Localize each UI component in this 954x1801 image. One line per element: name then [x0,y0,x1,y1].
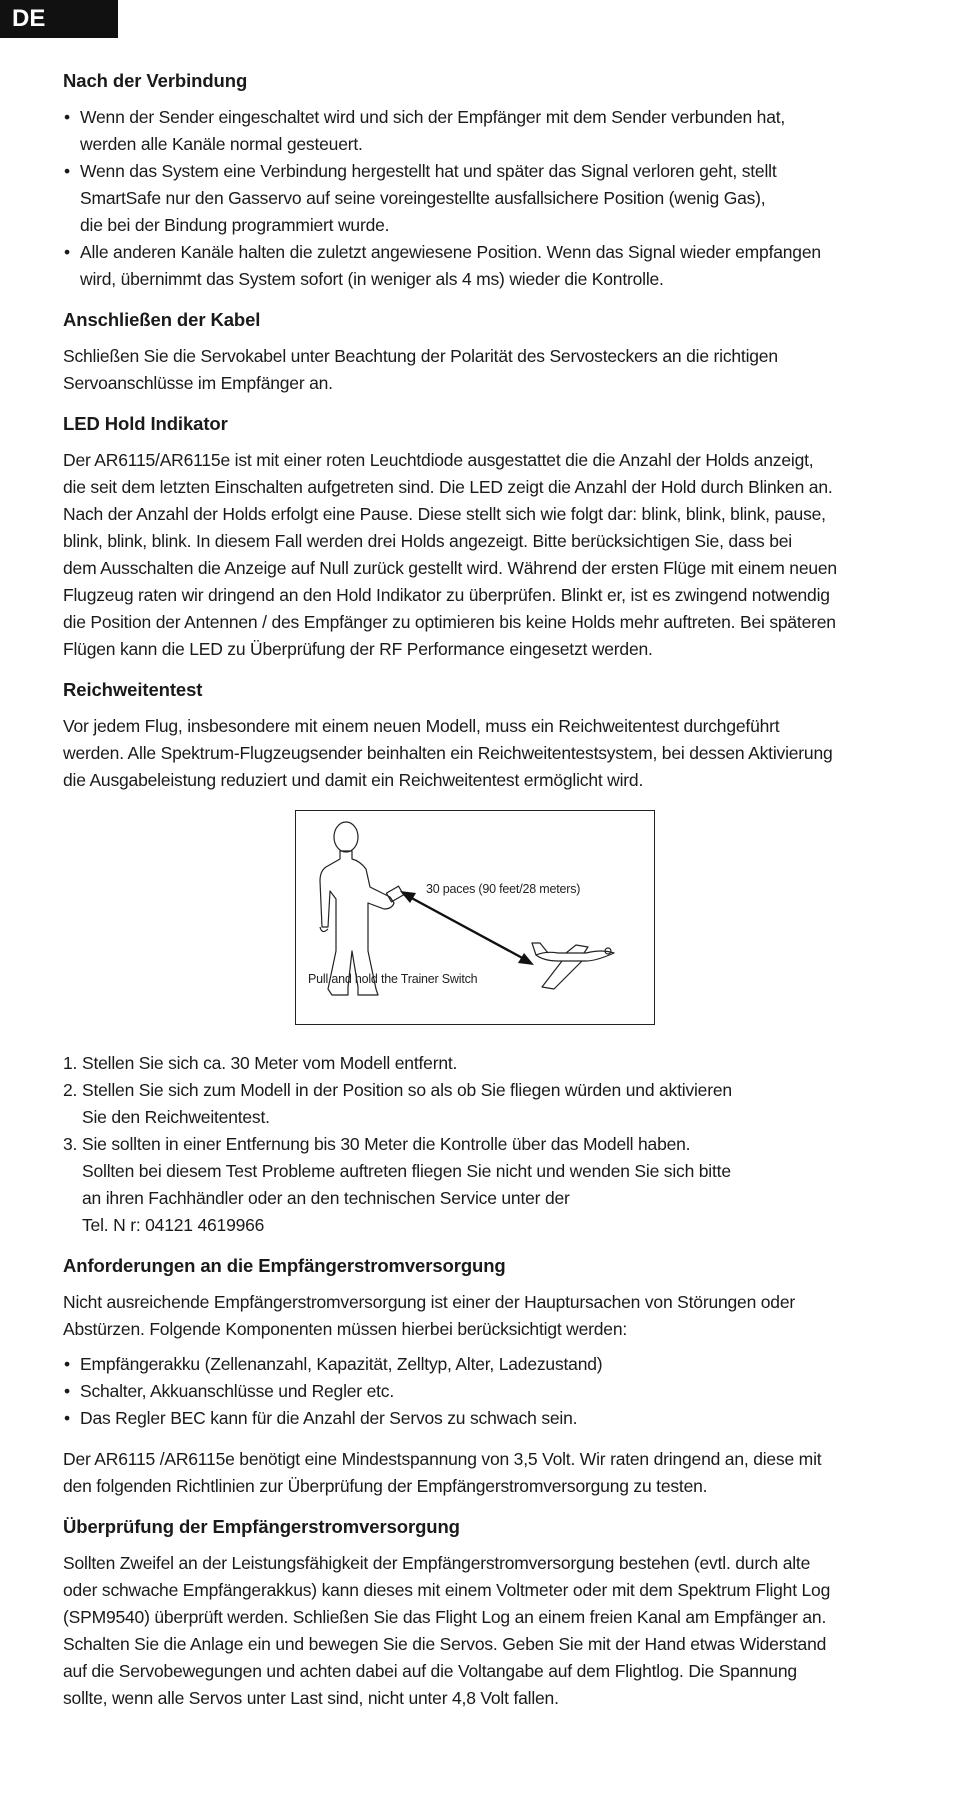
airplane-icon [532,943,614,989]
list-item [63,1131,903,1239]
range-test-illustration [296,811,654,1024]
paragraph-led: Der AR6115/AR6115e ist mit einer roten Leuchtdiode ausgestattet die die Anzahl der Holds anzeigt, die seit dem letzten Einschalten aufgetreten sind. Die LED zeigt die Anzahl der Hold durch Blinken an. Nach der Anzahl der Holds erfolgt eine Pause. Diese stellt sich wie folgt dar: blink, blink, blink, pause, blink, blink, blink. In diesem Fall werden drei Holds angezeigt. Bitte berücksichtigen Sie, dass bei dem Ausschalten die Anzeige auf Null zurück gestellt wird. Während der ersten Flüge mit einem neuen Flugzeug raten wir dringend an den Hold Indikator zu überprüfen. Blinkt er, ist es zwingend notwendig die Position der Antennen / des Empfänger zu optimieren bis keine Holds mehr auftreten. Bei späteren Flügen kann die LED zu Überprüfung der RF Performance eingesetzt werden. [63,450,837,659]
list-item [63,1050,903,1077]
list-item: • Schalter, Akkuanschlüsse und Regler etc. [63,1378,903,1405]
paragraph-anforderungen: Nicht ausreichende Empfängerstromversorgung ist einer der Hauptursachen von Störungen oder Abstürzen. Folgende Komponenten müssen hierbei berücksichtigt werden: [63,1292,796,1339]
list-item: • Empfängerakku (Zellenanzahl, Kapazität, Zelltyp, Alter, Ladezustand) [63,1351,903,1378]
step-number: 1. [63,1053,78,1073]
language-tab: DE [0,0,118,38]
figure-caption: Pull and hold the Trainer Switch [308,972,478,986]
distance-arrow-icon [400,891,534,965]
section-heading-anforderungen: Anforderungen an die Empfängerstromversorgung [63,1255,506,1276]
paragraph-kabel: Schließen Sie die Servokabel unter Beachtung der Polarität des Servosteckers an die richtigen Servoanschlüsse im Empfänger an. [63,346,778,393]
section-heading-reichweitentest: Reichweitentest [63,679,203,700]
bullet-list-anforderungen [63,1351,903,1432]
distance-label: 30 paces (90 feet/28 meters) [426,882,581,896]
list-item: • Alle anderen Kanäle halten die zuletzt angewiesene Position. Wenn das Signal wieder empfangen wird, übernimmt das System sofort (in weniger als 4 ms) wieder die Kontrolle. [63,239,903,293]
step-number: 2. [63,1080,78,1100]
list-item: • Das Regler BEC kann für die Anzahl der Servos zu schwach sein. [63,1405,903,1432]
section-heading-nach-verbindung: Nach der Verbindung [63,70,248,91]
paragraph-ueberpruefung: Sollten Zweifel an der Leistungsfähigkeit der Empfängerstromversorgung bestehen (evtl. durch alte oder schwache Empfängerakkus) kann dieses mit einem Voltmeter oder mit dem Spektrum Flight Log (SPM9540) überprüft werden. Schließen Sie das Flight Log an einem freien Kanal am Empfänger an. Schalten Sie die Anlage ein und bewegen Sie die Servos. Geben Sie mit der Hand etwas Widerstand auf die Servobewegungen und achten dabei auf die Voltangabe auf dem Flightlog. Die Spannung sollte, wenn alle Servos unter Last sind, nicht unter 4,8 Volt fallen. [63,1553,831,1708]
step-number: 3. [63,1134,78,1154]
list-item [63,1077,903,1131]
bullet-list-verbindung [63,104,903,293]
list-item: • Wenn das System eine Verbindung hergestellt hat und später das Signal verloren geht, stellt SmartSafe nur den Gasservo auf seine voreingestellte ausfallsichere Position (wenig Gas), die bei der Bindung programmiert wurde. [63,158,903,239]
step-text: Stellen Sie sich ca. 30 Meter vom Modell entfernt. [82,1053,458,1073]
section-heading-ueberpruefung: Überprüfung der Empfängerstromversorgung [63,1516,460,1537]
range-test-steps [63,1050,903,1239]
step-text: Sie sollten in einer Entfernung bis 30 Meter die Kontrolle über das Modell haben. Sollten bei diesem Test Probleme auftreten fliegen Sie nicht und wenden Sie sich bitte an ihren Fachhändler oder an den technischen Service unter der Tel. N r: 04121 4619966 [82,1134,731,1235]
list-item: • Wenn der Sender eingeschaltet wird und sich der Empfänger mit dem Sender verbunden hat, werden alle Kanäle normal gesteuert. [63,104,903,158]
paragraph-reichweitentest: Vor jedem Flug, insbesondere mit einem neuen Modell, muss ein Reichweitentest durchgeführt werden. Alle Spektrum-Flugzeugsender beinhalten ein Reichweitentestsystem, bei dessen Aktivierung die Ausgabeleistung reduziert und damit ein Reichweitentest ermöglicht wird. [63,716,833,790]
document-body [63,66,903,1712]
paragraph-mindestspannung: Der AR6115 /AR6115e benötigt eine Mindestspannung von 3,5 Volt. Wir raten dringend an, diese mit den folgenden Richtlinien zur Überprüfung der Empfängerstromversorgung zu testen. [63,1449,822,1496]
section-heading-kabel: Anschließen der Kabel [63,309,261,330]
person-icon [320,822,404,995]
figure-frame [295,810,655,1025]
section-heading-led: LED Hold Indikator [63,413,228,434]
range-test-figure [63,810,903,1040]
step-text: Stellen Sie sich zum Modell in der Position so als ob Sie fliegen würden und aktivieren Sie den Reichweitentest. [82,1080,732,1127]
